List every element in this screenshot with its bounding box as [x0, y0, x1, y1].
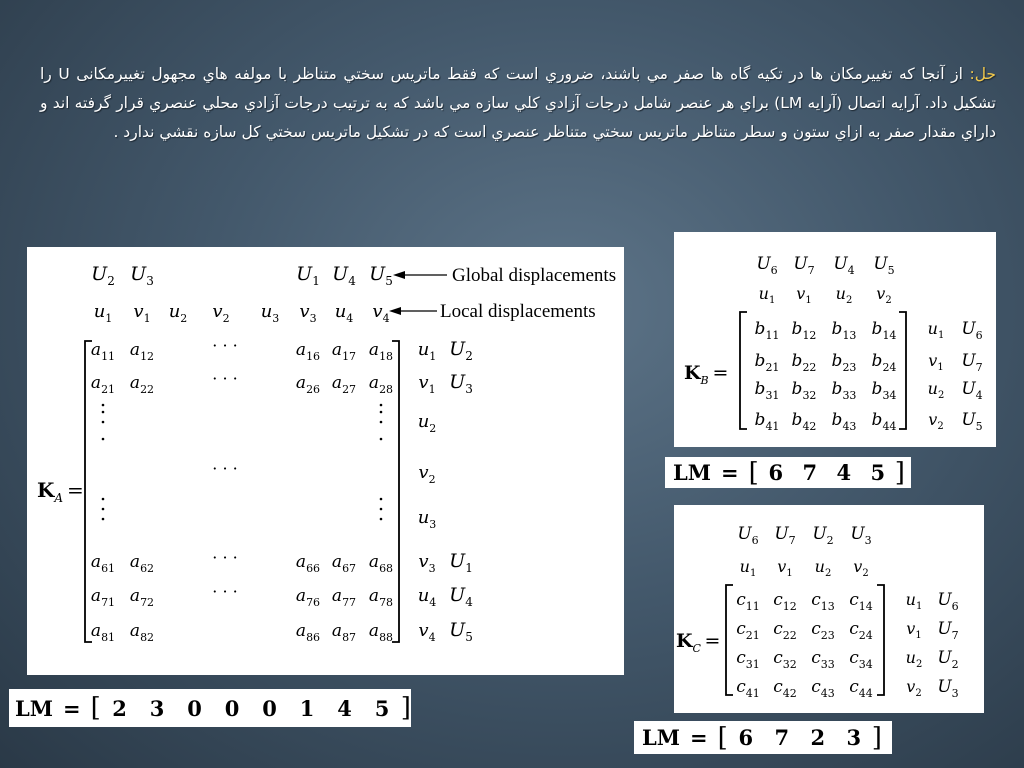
local-dof-label: $v_3$ [299, 301, 317, 325]
local-dof-label: $v_1$ [777, 557, 793, 579]
matrix-entry: $b_{24}$ [871, 351, 897, 374]
vertical-dot [102, 498, 105, 501]
global-dof-label: $U_2$ [91, 263, 115, 288]
vertical-dot [102, 518, 105, 521]
local-dof-label: $v_1$ [133, 301, 151, 325]
lm-value: 4 [836, 460, 852, 485]
vertical-dot [380, 421, 383, 424]
lm-open-bracket: [ [90, 693, 101, 723]
row-local-dof: $v_3$ [418, 551, 436, 575]
matrix-entry: $b_{33}$ [831, 379, 857, 402]
row-local-dof: $v_4$ [418, 620, 436, 644]
matrix-a-entry: $a_{11}$ [90, 340, 116, 363]
row-global-dof: $U_7$ [937, 619, 959, 642]
equals-sign: = [712, 362, 729, 384]
local-dof-label: $u_2$ [814, 557, 832, 579]
matrix-name: $K_A$ [37, 478, 64, 505]
row-local-dof: $v_1$ [418, 372, 436, 396]
row-global-dof: $U_2$ [449, 338, 473, 363]
local-dof-label: $u_3$ [260, 301, 280, 325]
global-dof-label: $U_4$ [332, 263, 356, 288]
matrix-entry: $b_{31}$ [754, 379, 780, 402]
local-dof-label: $u_1$ [739, 557, 757, 579]
matrix-c-figure [674, 505, 984, 713]
matrix-right-bracket [899, 312, 906, 429]
matrix-entry: $c_{14}$ [849, 590, 873, 613]
vertical-dot [102, 508, 105, 511]
matrix-entry: $b_{43}$ [831, 410, 857, 433]
matrix-entry: $c_{13}$ [811, 590, 835, 613]
matrix-entry: $c_{11}$ [736, 590, 760, 613]
matrix-entry: $b_{14}$ [871, 319, 897, 342]
matrix-a-entry: $a_{77}$ [331, 586, 357, 609]
lm-label: LM [673, 460, 712, 485]
row-global-dof: $U_2$ [937, 648, 959, 671]
matrix-entry: $c_{32}$ [773, 648, 797, 671]
matrix-a-entry: $a_{71}$ [90, 586, 116, 609]
row-global-dof: $U_3$ [937, 677, 959, 700]
matrix-a-entry: $a_{62}$ [129, 552, 155, 575]
local-dof-label: $u_1$ [758, 284, 776, 306]
local-dof-label: $v_4$ [372, 301, 390, 325]
local-dof-label: $u_2$ [168, 301, 188, 325]
lm-value: 2 [112, 695, 127, 721]
lm-value: 7 [802, 460, 818, 485]
lm-value: 5 [374, 695, 390, 721]
matrix-a-entry: $a_{26}$ [295, 373, 321, 396]
local-dof-label: $u_2$ [835, 284, 853, 306]
matrix-a-figure [27, 247, 624, 675]
lm-value: 2 [810, 725, 826, 750]
row-local-dof: $v_2$ [928, 410, 944, 432]
matrix-entry: $b_{32}$ [791, 379, 817, 402]
matrix-left-bracket [740, 312, 747, 429]
row-local-dof: $u_1$ [417, 339, 437, 363]
matrix-entry: $b_{44}$ [871, 410, 897, 433]
matrix-a-entry: $a_{87}$ [331, 621, 357, 644]
matrix-a-entry: $a_{66}$ [295, 552, 321, 575]
vertical-dot [102, 438, 105, 441]
matrix-a-entry: $a_{82}$ [129, 621, 155, 644]
matrix-entry: $c_{44}$ [849, 677, 873, 700]
ellipsis-dots: · · · [212, 459, 238, 478]
row-local-dof: $u_2$ [417, 411, 437, 435]
vertical-dot [102, 421, 105, 424]
row-local-dof: $u_1$ [905, 590, 923, 612]
lm-label: LM [15, 695, 54, 721]
global-displacements-annotation: Global displacements [452, 265, 617, 286]
matrix-entry: $c_{34}$ [849, 648, 873, 671]
matrix-a-entry: $a_{21}$ [90, 373, 116, 396]
vertical-dot [102, 411, 105, 414]
row-global-dof: $U_4$ [961, 379, 983, 402]
matrix-entry: $b_{23}$ [831, 351, 857, 374]
local-displacements-annotation: Local displacements [440, 301, 596, 322]
ellipsis-dots: · · · [212, 582, 238, 601]
global-arrow-head [393, 271, 405, 279]
matrix-a-entry: $a_{17}$ [331, 340, 357, 363]
matrix-a-entry: $a_{22}$ [129, 373, 155, 396]
lm-value: 3 [149, 695, 165, 721]
local-dof-label: $v_2$ [876, 284, 892, 306]
matrix-a-entry: $a_{88}$ [368, 621, 394, 644]
ellipsis-dots: · · · [212, 336, 238, 355]
lm-open-bracket: [ [717, 722, 728, 753]
global-dof-label: $U_5$ [369, 263, 393, 288]
matrix-a-entry: $a_{72}$ [129, 586, 155, 609]
row-global-dof: $U_1$ [449, 550, 473, 575]
row-local-dof: $u_2$ [927, 379, 945, 401]
lm-value: 0 [187, 695, 202, 721]
matrix-a-entry: $a_{61}$ [90, 552, 116, 575]
matrix-a-entry: $a_{18}$ [368, 340, 394, 363]
lm-equals: = [690, 725, 708, 750]
matrix-entry: $c_{43}$ [811, 677, 835, 700]
lm-close-bracket: ] [894, 457, 905, 488]
vertical-dot [380, 411, 383, 414]
lm-value: 6 [768, 460, 784, 485]
lm-array-c [634, 721, 892, 754]
local-dof-label: $u_4$ [334, 301, 354, 325]
vertical-dot [380, 404, 383, 407]
lm-label: LM [642, 725, 681, 750]
lm-value: 5 [870, 460, 886, 485]
matrix-a-entry: $a_{12}$ [129, 340, 155, 363]
global-dof-label: $U_3$ [130, 263, 154, 288]
global-dof-label: $U_1$ [296, 263, 320, 288]
local-dof-label: $v_2$ [853, 557, 869, 579]
matrix-entry: $c_{22}$ [773, 619, 797, 642]
solution-paragraph [40, 60, 996, 147]
matrix-a-entry: $a_{78}$ [368, 586, 394, 609]
row-local-dof: $v_1$ [928, 351, 944, 373]
lm-value: 0 [224, 695, 240, 721]
matrix-entry: $b_{34}$ [871, 379, 897, 402]
lm-array-a [9, 689, 411, 727]
equals-sign: = [704, 630, 721, 652]
lm-equals: = [63, 695, 81, 721]
matrix-entry: $b_{22}$ [791, 351, 817, 374]
global-dof-label: $U_5$ [873, 254, 895, 277]
matrix-a-panel [27, 247, 624, 675]
local-dof-label: $v_1$ [796, 284, 812, 306]
lm-close-bracket: ] [871, 722, 882, 753]
row-local-dof: $v_2$ [906, 677, 922, 699]
matrix-entry: $c_{33}$ [811, 648, 835, 671]
row-local-dof: $u_4$ [417, 585, 437, 609]
matrix-a-entry: $a_{28}$ [368, 373, 394, 396]
row-global-dof: $U_7$ [961, 351, 983, 374]
lm-array-b [665, 457, 911, 488]
global-dof-label: $U_2$ [812, 524, 834, 547]
solution-label: حل: [969, 65, 997, 83]
global-dof-label: $U_6$ [737, 524, 759, 547]
global-dof-label: $U_4$ [833, 254, 855, 277]
global-dof-label: $U_3$ [850, 524, 872, 547]
matrix-name: $K_C$ [676, 630, 701, 655]
row-global-dof: $U_6$ [961, 319, 983, 342]
matrix-entry: $c_{42}$ [773, 677, 797, 700]
matrix-a-entry: $a_{27}$ [331, 373, 357, 396]
matrix-a-entry: $a_{16}$ [295, 340, 321, 363]
lm-value: 1 [299, 695, 315, 721]
lm-value: 6 [738, 725, 754, 750]
lm-open-bracket: [ [748, 457, 759, 488]
matrix-entry: $b_{21}$ [754, 351, 780, 374]
row-local-dof: $u_2$ [905, 648, 923, 670]
ellipsis-dots: · · · [212, 369, 238, 388]
vertical-dot [380, 518, 383, 521]
row-global-dof: $U_5$ [449, 619, 473, 644]
matrix-entry: $c_{23}$ [811, 619, 835, 642]
matrix-a-entry: $a_{68}$ [368, 552, 394, 575]
matrix-entry: $b_{42}$ [791, 410, 817, 433]
matrix-entry: $c_{24}$ [849, 619, 873, 642]
row-local-dof: $v_2$ [418, 462, 436, 486]
matrix-entry: $c_{41}$ [736, 677, 760, 700]
global-dof-label: $U_7$ [793, 254, 815, 277]
local-dof-label: $v_2$ [212, 301, 230, 325]
vertical-dot [380, 508, 383, 511]
global-dof-label: $U_6$ [756, 254, 778, 277]
row-global-dof: $U_3$ [449, 371, 473, 396]
lm-value: 3 [846, 725, 862, 750]
row-local-dof: $u_1$ [927, 319, 945, 341]
lm-equals: = [721, 460, 739, 485]
global-dof-label: $U_7$ [774, 524, 796, 547]
matrix-a-entry: $a_{86}$ [295, 621, 321, 644]
local-arrow-head [389, 307, 401, 315]
matrix-right-bracket [877, 585, 884, 695]
lm-value: 7 [774, 725, 790, 750]
equals-sign: = [67, 478, 84, 502]
matrix-entry: $c_{12}$ [773, 590, 797, 613]
matrix-a-entry: $a_{67}$ [331, 552, 357, 575]
matrix-entry: $c_{21}$ [736, 619, 760, 642]
matrix-b-panel [674, 232, 996, 447]
matrix-b-figure [674, 232, 996, 447]
matrix-left-bracket [726, 585, 733, 695]
lm-value: 4 [337, 695, 352, 721]
ellipsis-dots: · · · [212, 548, 238, 567]
lm-close-bracket: ] [400, 693, 411, 723]
row-global-dof: $U_5$ [961, 410, 983, 433]
matrix-entry: $b_{13}$ [831, 319, 857, 342]
matrix-entry: $c_{31}$ [736, 648, 760, 671]
row-global-dof: $U_4$ [449, 584, 473, 609]
row-global-dof: $U_6$ [937, 590, 959, 613]
local-dof-label: $u_1$ [93, 301, 113, 325]
matrix-a-entry: $a_{76}$ [295, 586, 321, 609]
vertical-dot [102, 404, 105, 407]
matrix-entry: $b_{11}$ [754, 319, 780, 342]
lm-value: 0 [262, 695, 277, 721]
solution-text: از آنجا كه تغييرمكان ها در تكيه گاه ها صفر مي باشند، ضروري است كه فقط ماتريس سختي متناظر با مولفه هاي مجهول تغييرمكانی U را تشكيل داد. آرايه اتصال (آرايه LM) براي هر عنصر شامل درجات آزادي كلي سازه مي باشد كه به ترتيب درجات آزادي محلي عنصري قرار گرفته اند و داراي مقدار صفر به ازاي ستون و سطر متناظر ماتريس سختي متناظر عنصري است كه در تشكيل ماتريس سختي كل سازه نقشي ندارد . [40, 65, 996, 141]
vertical-dot [380, 438, 383, 441]
row-local-dof: $u_3$ [417, 507, 437, 531]
matrix-entry: $b_{41}$ [754, 410, 780, 433]
matrix-entry: $b_{12}$ [791, 319, 817, 342]
row-local-dof: $v_1$ [906, 619, 922, 641]
matrix-a-entry: $a_{81}$ [90, 621, 116, 644]
matrix-c-panel [674, 505, 984, 713]
matrix-name: $K_B$ [684, 362, 709, 387]
vertical-dot [380, 498, 383, 501]
